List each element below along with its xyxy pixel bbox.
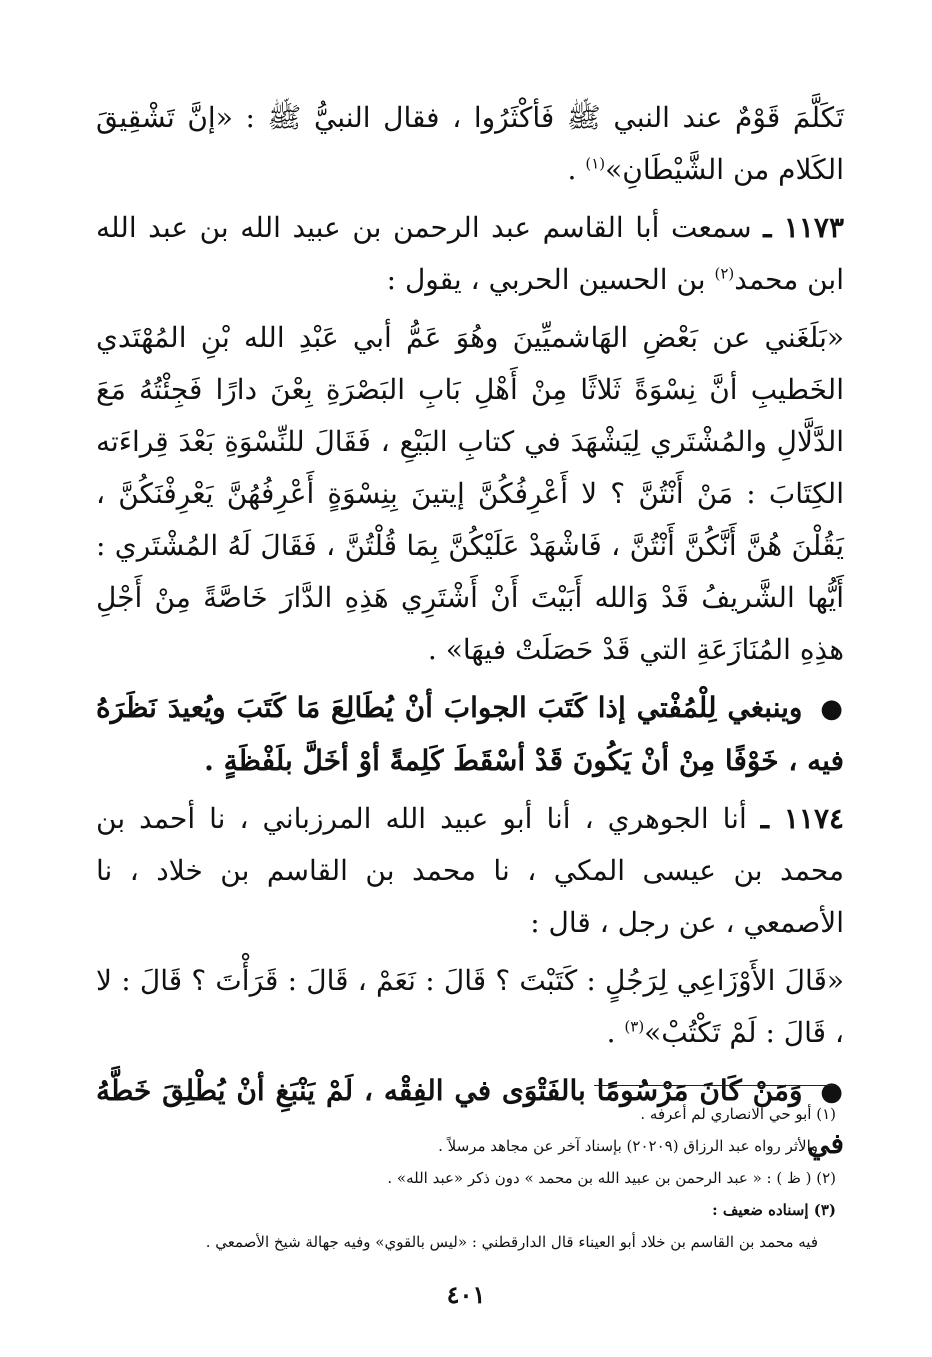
page-number: ٤٠١ — [446, 1280, 486, 1309]
footnote-ref-1: (١) — [585, 154, 606, 173]
bullet-icon: ● — [820, 1077, 845, 1107]
paragraph-hadith: تَكَلَّمَ قَوْمٌ عند النبي ﷺ فَأكْثَرُوا ، فقال النبيُّ ﷺ : «إنَّ تَشْقِيقَ الكَلام من الشَّيْطَانِ»$^{(١)}$ . — [96, 101, 844, 186]
paragraph-fatwa-rule: ● وَمَنْ كَانَ مَرْسُومًا بالفَتْوَى في الفِقْه ، لَمْ يَنْبَغِ أنْ يُطْلِقَ خَطَّهُ في — [96, 1074, 845, 1160]
paragraph-awzai: «قَالَ الأَوْزَاعِي لِرَجُلٍ : كَتَبْتَ ؟ قَالَ : نَعَمْ ، قَالَ : قَرَأْتَ ؟ قَالَ : لا ، قَالَ : لَمْ تَكْتُبْ»$^{(٣)}$ . — [96, 964, 844, 1049]
footnote-1: (١) أبو حي الانصاري لم أعرفه . — [640, 1105, 836, 1123]
footnotes — [96, 1098, 836, 1258]
main-text — [96, 92, 844, 1176]
paragraph-1173: ١١٧٣ ـ سمعت أبا القاسم عبد الرحمن بن عبيد الله بن عبد الله ابن محمد$^{(٢)}$ بن الحسين الحربي ، يقول : — [96, 211, 844, 296]
entry-number-1173: ١١٧٣ ـ — [763, 211, 844, 244]
entry-number-1174: ١١٧٤ ـ — [760, 802, 845, 835]
paragraph-narration — [96, 312, 844, 676]
footnote-1-continued: والأثر رواه عبد الرزاق (٢٠٢٠٩) بإسناد آخر عن مجاهد مرسلاً . — [438, 1137, 818, 1155]
paragraph-1174: ١١٧٤ ـ أنا الجوهري ، أنا أبو عبيد الله المرزباني ، نا أحمد بن محمد بن عيسى المكي ، نا محمد بن القاسم بن خلاد ، نا الأصمعي ، عن رجل ، قال : — [96, 802, 845, 939]
hadith-text: تَكَلَّمَ قَوْمٌ عند النبي ﷺ فَأكْثَرُوا ، فقال النبيُّ ﷺ : «إنَّ تَشْقِيقَ الكَلام من الشَّيْطَانِ» — [96, 101, 844, 186]
footnote-3: (٣) إسناده ضعيف : — [712, 1201, 836, 1219]
footnote-2: (٢) ( ظ ) : « عبد الرحمن بن عبيد الله بن محمد » دون ذكر «عبد الله» . — [387, 1169, 836, 1187]
bullet-icon: ● — [820, 694, 844, 724]
footnote-3-continued: فيه محمد بن القاسم بن خلاد أبو العيناء قال الدارقطني : «ليس بالقوي» وفيه جهالة شيخ الأصمعي . — [205, 1233, 818, 1251]
footnote-ref-2: (٢) — [714, 264, 735, 283]
footnote-divider — [594, 1085, 834, 1086]
awzai-text: «قَالَ الأَوْزَاعِي لِرَجُلٍ : كَتَبْتَ ؟ قَالَ : نَعَمْ ، قَالَ : قَرَأْتَ ؟ قَالَ : لا ، قَالَ : لَمْ تَكْتُبْ» — [96, 964, 844, 1049]
footnote-ref-3: (٣) — [624, 1017, 645, 1036]
narration-text: «بَلَغَني عن بَعْضِ الهَاشميِّينَ وهُوَ عَمُّ أبي عَبْدِ الله بْنِ المُهْتَدي الخَطيبِ أنَّ نِسْوَةً ثَلاثًا مِنْ أَهْلِ بَابِ البَصْرَةِ بِعْنَ دارًا فَجِئْتُهُ مَعَ الدَّلَّالِ والمُشْتَري لِيَشْهَدَ في كتابِ البَيْعِ ، فَقَالَ للنِّسْوَةِ بَعْدَ قِراءَته الكِتَابَ : مَنْ أَنْتُنَّ ؟ لا أَعْرِفُكُنَّ إيتينَ بِنِسْوَةٍ أَعْرِفُهُنَّ يَعْرِفْنَكُنَّ ، يَقُلْنَ هُنَّ أَنَّكُنَّ أَنْتُنَّ ، فَاشْهَدْ عَلَيْكُنَّ بِمَا قُلْتُنَّ ، فَقَالَ لَهُ المُشْتَري : أَيُّها الشَّريفُ قَدْ وَالله أَبَيْتَ أَنْ أَشْتَرِي هَذِهِ الدَّارَ خَاصَّةً مِنْ أَجْلِ هذِهِ المُنَازَعَةِ التي قَدْ حَصَلَتْ فيهَا» . — [96, 321, 845, 666]
paragraph-mufti-rule: ● وينبغي لِلْمُفْتي إذا كَتَبَ الجوابَ أنْ يُطَالِعَ مَا كَتَبَ ويُعيدَ نَظَرَهُ فيه ، خَوْفًا مِنْ أنْ يَكُونَ قَدْ أسْقَطَ كَلِمةً أوْ أخَلَّ بلَفْظَةٍ . — [96, 691, 844, 777]
